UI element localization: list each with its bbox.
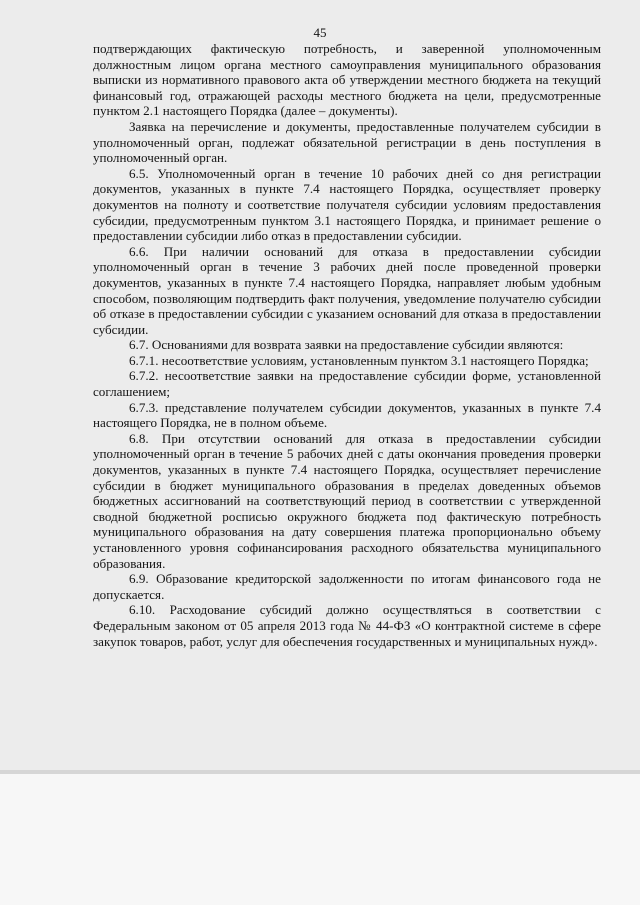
paragraph-6-7-2: 6.7.2. несоответствие заявки на предоставление субсидии форме, установленной соглашением; [93,368,601,400]
blank-lower-area [0,774,640,905]
paragraph-6-10: 6.10. Расходование субсидий должно осуществляться в соответствии с Федеральным законом от 05 апреля 2013 года № 44-ФЗ «О контрактной системе в сфере закупок товаров, работ, услуг для обеспечения государственных и муниципальных нужд». [93,602,601,649]
paragraph-6-7-1: 6.7.1. несоответствие условиям, установленным пунктом 3.1 настоящего Порядка; [129,352,589,368]
document-body [93,41,601,649]
paragraph-6-5: 6.5. Уполномоченный орган в течение 10 рабочих дней со дня регистрации документов, указанных в пункте 7.4 настоящего Порядка, осуществляет проверку документов на полноту и соответствие получателя субсидии условиям предоставления субсидии, предусмотренным пунктом 3.1 настоящего Порядка, и принимает решение о предоставлении субсидии либо отказ в предоставлении субсидии. [93,165,601,244]
page-number: 45 [313,25,327,40]
paragraph-continuation: подтверждающих фактическую потребность, и заверенной уполномоченным должностным лицом органа местного самоуправления муниципального образования выписки из нормативного правового акта об утверждении местного бюджета на текущий финансовый год, отражающей расходы местного бюджета на цели, предусмотренные пунктом 2.1 настоящего Порядка (далее – документы). [93,41,601,119]
paragraph-6-7-3: 6.7.3. представление получателем субсидии документов, указанных в пункте 7.4 настоящего Порядка, не в полном объеме. [93,399,601,431]
paragraph-6-8: 6.8. При отсутствии оснований для отказа в предоставлении субсидии уполномоченный орган в течение 5 рабочих дней с даты окончания проведения проверки документов, указанных в пункте 7.4 настоящего Порядка, осуществляет перечисление субсидии в бюджет муниципального образования в пределах доведенных объемов бюджетных ассигнований на соответствующий период в соответствии с утвержденной сводной бюджетной росписью окружного бюджета под фактическую потребность муниципального образования на дату совершения платежа пропорционально объему установленного уровня софинансирования расходного обязательства муниципального образования. [93,430,601,571]
paragraph-6-7: 6.7. Основаниями для возврата заявки на предоставление субсидии являются: [129,337,564,353]
paragraph-6-9: 6.9. Образование кредиторской задолженности по итогам финансового года не допускается. [93,571,601,602]
paragraph-6-6: 6.6. При наличии оснований для отказа в предоставлении субсидии уполномоченный орган в течение 3 рабочих дней после проведенной проверки документов, указанных в пункте 7.4 настоящего Порядка, направляет любым удобным способом, позволяющим подтвердить факт получения, уведомление получателю субсидии об отказе в предоставлении субсидии с указанием оснований для отказа в предоставлении субсидии. [93,243,601,337]
paragraph-application-registration: Заявка на перечисление и документы, предоставленные получателем субсидии в уполномоченный орган, подлежат обязательной регистрации в день поступления в уполномоченный орган. [93,118,601,166]
